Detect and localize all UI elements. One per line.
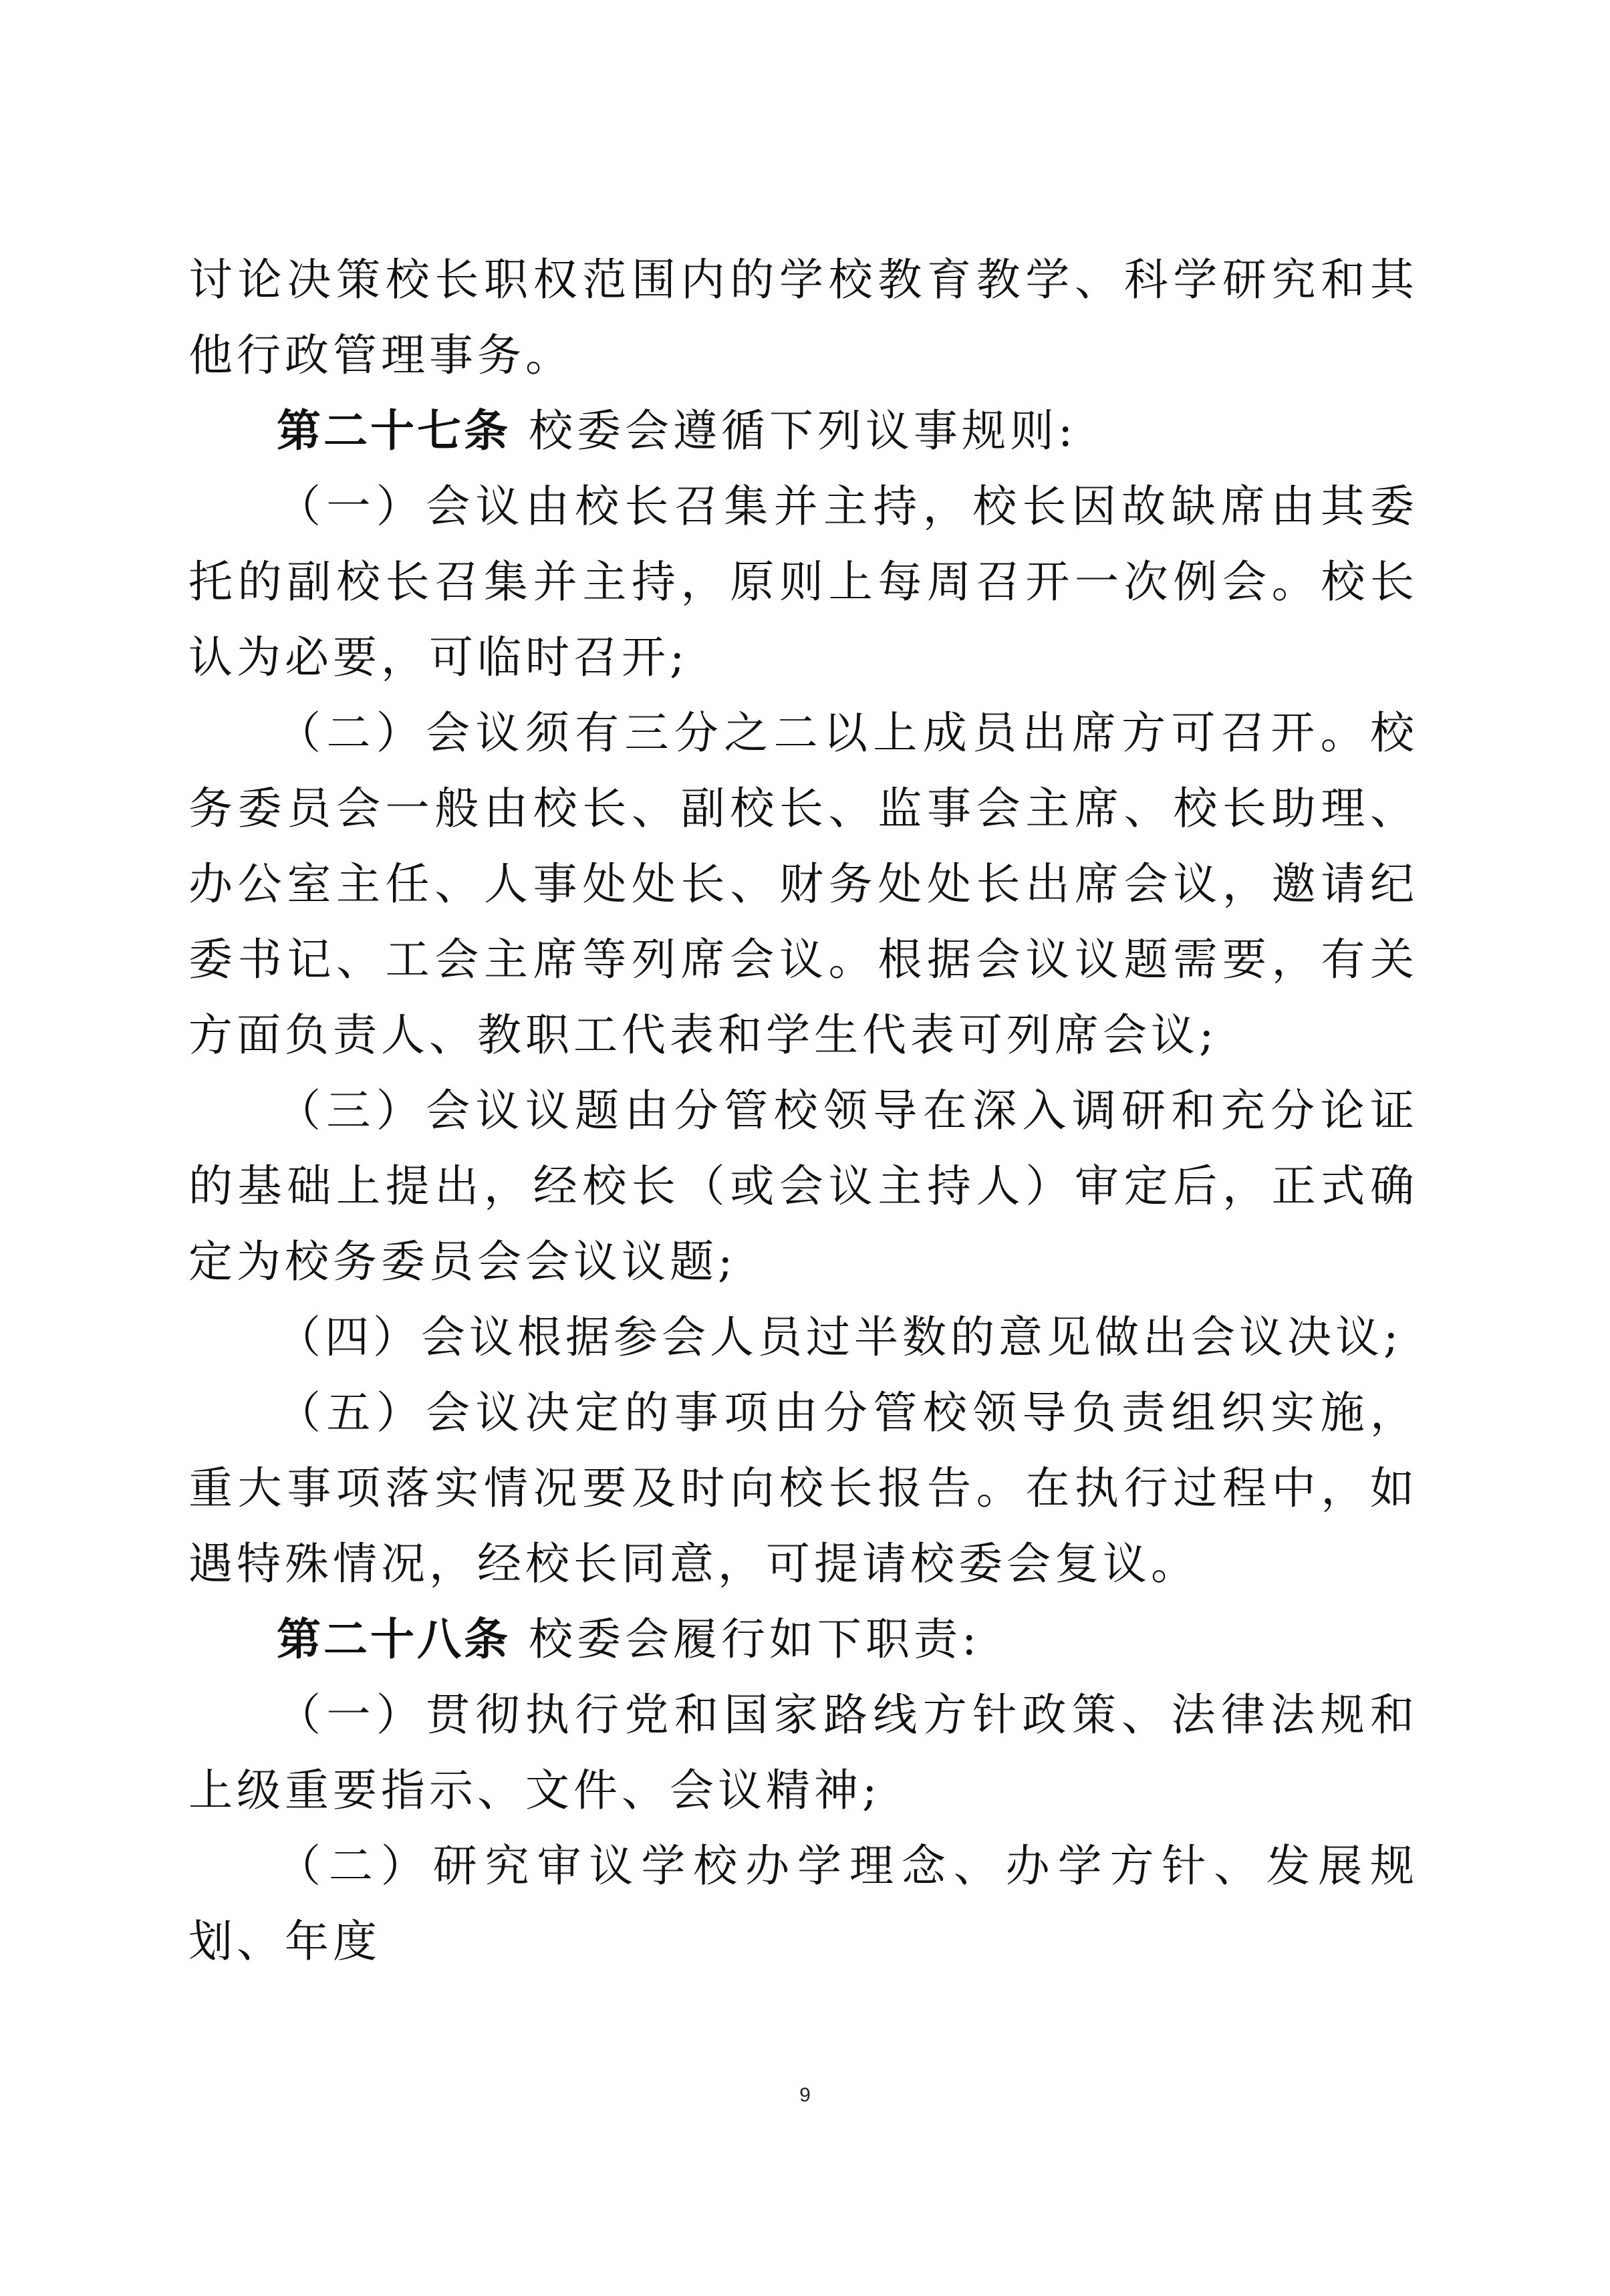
article-27-item-5: （五）会议决定的事项由分管校领导负责组织实施，重大事项落实情况要及时向校长报告。在执行过程中，如遇特殊情况，经校长同意，可提请校委会复议。 — [188, 1387, 1418, 1589]
paragraph-continuation: 讨论决策校长职权范围内的学校教育教学、科学研究和其他行政管理事务。 — [188, 254, 1418, 381]
article-28-item-1: （一）贯彻执行党和国家路线方针政策、法律法规和上级重要指示、文件、会议精神; — [188, 1689, 1418, 1816]
article-28-paragraph — [188, 1602, 1418, 1677]
page-number: 9 — [799, 2084, 811, 2106]
article-28-text: 校委会履行如下职责: — [511, 1614, 981, 1665]
article-28-heading: 第二十八条 — [277, 1614, 511, 1665]
article-27-item-3: （三）会议议题由分管校领导在深入调研和充分论证的基础上提出，经校长（或会议主持人）审定后，正式确定为校务委员会会议议题; — [188, 1085, 1418, 1287]
article-28-item-2: （二）研究审议学校办学理念、办学方针、发展规划、年度 — [188, 1840, 1418, 1967]
article-27-text: 校委会遵循下列议事规则: — [511, 405, 1077, 457]
document-body — [188, 242, 1418, 1979]
article-27-item-2: （二）会议须有三分之二以上成员出席方可召开。校务委员会一般由校长、副校长、监事会主席、校长助理、办公室主任、人事处处长、财务处处长出席会议，邀请纪委书记、工会主席等列席会议。根据会议议题需要，有关方面负责人、教职工代表和学生代表可列席会议; — [188, 707, 1418, 1061]
article-27-item-4: （四）会议根据参会人员过半数的意见做出会议决议; — [277, 1311, 1403, 1363]
article-27-heading: 第二十七条 — [277, 405, 511, 457]
article-27-item-1: （一）会议由校长召集并主持，校长因故缺席由其委托的副校长召集并主持，原则上每周召开一次例会。校长认为必要，可临时召开; — [188, 481, 1418, 683]
article-27-paragraph — [188, 393, 1418, 469]
